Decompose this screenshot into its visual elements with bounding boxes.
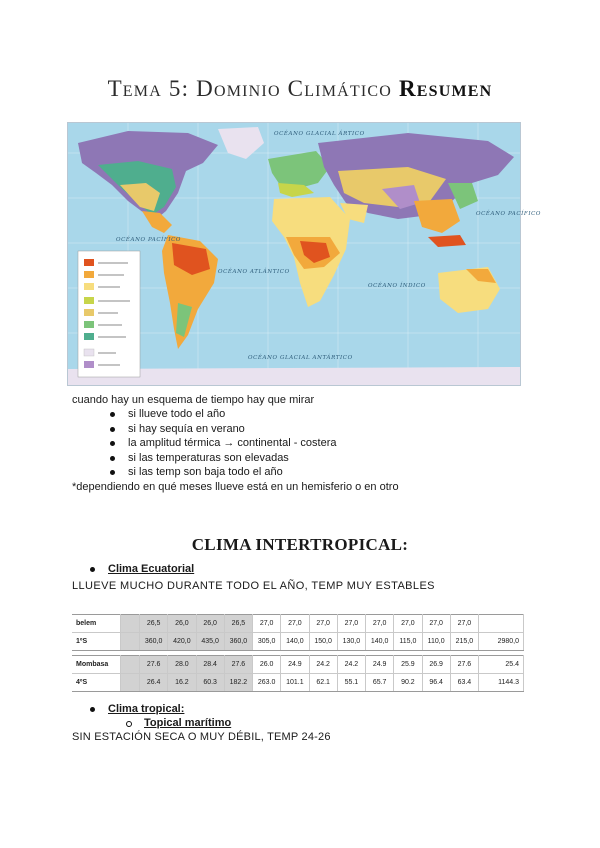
ecuatorial-description: LLUEVE MUCHO DURANTE TODO EL AÑO, TEMP MUY ESTABLES [72, 580, 435, 592]
table-cell: 27,0 [337, 615, 365, 633]
intro-lead: cuando hay un esquema de tiempo hay que mirar [72, 394, 315, 406]
table-cell: 24.2 [309, 656, 337, 674]
table-row [72, 633, 524, 651]
table-cell: 26,0 [168, 615, 196, 633]
station-latitude: 1ºS [72, 633, 121, 651]
climate-map-graphic [68, 123, 542, 385]
table-cell: 27,0 [422, 615, 450, 633]
table-cell: 305,0 [253, 633, 281, 651]
table-cell: 27,0 [366, 615, 394, 633]
map-label-arctic: OCÉANO GLACIAL ÁRTICO [274, 131, 365, 137]
table-cell: 420,0 [168, 633, 196, 651]
list-item: si llueve todo el año [110, 407, 399, 422]
map-label-antarctic: OCÉANO GLACIAL ANTÁRTICO [248, 355, 353, 361]
table-cell: 360,0 [224, 633, 252, 651]
table-cell: 215,0 [450, 633, 478, 651]
table-cell: 27.6 [450, 656, 478, 674]
station-name: belem [72, 615, 121, 633]
table-cell: 27,0 [450, 615, 478, 633]
list-item: si las temperaturas son elevadas [110, 451, 399, 466]
table-cell: 360,0 [140, 633, 168, 651]
table-cell: 115,0 [394, 633, 422, 651]
map-label-pacific-east: OCÉANO PACÍFICO [116, 237, 182, 243]
table-cell: 150,0 [309, 633, 337, 651]
section-title: CLIMA INTERTROPICAL: [191, 535, 409, 554]
tropical-heading: Clima tropical: [108, 703, 185, 715]
table-cell: 27.6 [140, 656, 168, 674]
table-cell: 182.2 [224, 674, 252, 692]
table-cell: 140,0 [366, 633, 394, 651]
table-cell: 16.2 [168, 674, 196, 692]
table-cell: 28.0 [168, 656, 196, 674]
belem-climate-table [72, 614, 524, 651]
table-cell: 26,5 [224, 615, 252, 633]
station-name: Mombasa [72, 656, 121, 674]
table-cell: 27,0 [281, 615, 309, 633]
table-cell: 26,5 [140, 615, 168, 633]
table-cell: 110,0 [422, 633, 450, 651]
table-cell: 25.9 [394, 656, 422, 674]
table-cell: 60.3 [196, 674, 224, 692]
table-cell-total: 2980,0 [479, 633, 524, 651]
table-cell: 96.4 [422, 674, 450, 692]
table-cell: 28.4 [196, 656, 224, 674]
tropical-subheading: Topical marítimo [144, 717, 232, 729]
table-row [72, 656, 524, 674]
page-title: Tema 5: Dominio Climático Resumen [107, 76, 493, 101]
table-cell: 65.7 [366, 674, 394, 692]
table-cell: 62.1 [309, 674, 337, 692]
table-cell: 435,0 [196, 633, 224, 651]
table-cell: 27,0 [253, 615, 281, 633]
station-latitude: 4ºS [72, 674, 121, 692]
table-cell: 24.9 [366, 656, 394, 674]
intro-note: *dependiendo en qué meses llueve está en un hemisferio o en otro [72, 480, 399, 493]
intro-list [72, 407, 399, 480]
list-item: si las temp son baja todo el año [110, 465, 399, 480]
map-legend [78, 251, 140, 377]
list-item: la amplitud térmica → continental - costera [110, 436, 399, 451]
table-cell: 140,0 [281, 633, 309, 651]
list-item: si hay sequía en verano [110, 422, 399, 437]
table-row [72, 615, 524, 633]
table-cell: 24.9 [281, 656, 309, 674]
mombasa-climate-table [72, 655, 524, 692]
ecuatorial-heading: Clima Ecuatorial [108, 563, 195, 575]
intro-block [72, 393, 399, 494]
table-cell: 24.2 [337, 656, 365, 674]
map-label-pacific-west: OCÉANO PACÍFICO [476, 211, 542, 217]
tropical-description: SIN ESTACIÓN SECA O MUY DÉBIL, TEMP 24-26 [72, 731, 331, 743]
map-label-indian: OCÉANO ÍNDICO [368, 283, 426, 289]
climate-world-map [67, 122, 542, 386]
page-title-bold: Resumen [398, 76, 493, 101]
table-cell: 26,0 [196, 615, 224, 633]
table-cell: 26.4 [140, 674, 168, 692]
table-cell: 130,0 [337, 633, 365, 651]
table-cell: 26.9 [422, 656, 450, 674]
table-cell: 263.0 [253, 674, 281, 692]
table-cell: 27.6 [224, 656, 252, 674]
table-cell: 90.2 [394, 674, 422, 692]
table-cell-total: 1144.3 [479, 674, 524, 692]
table-cell-total: 25.4 [479, 656, 524, 674]
table-cell: 27,0 [394, 615, 422, 633]
table-cell: 101.1 [281, 674, 309, 692]
table-cell: 27,0 [309, 615, 337, 633]
table-cell: 55.1 [337, 674, 365, 692]
map-label-atlantic: OCÉANO ATLÁNTICO [218, 269, 290, 275]
table-cell: 63.4 [450, 674, 478, 692]
table-row [72, 674, 524, 692]
table-cell: 26.0 [253, 656, 281, 674]
